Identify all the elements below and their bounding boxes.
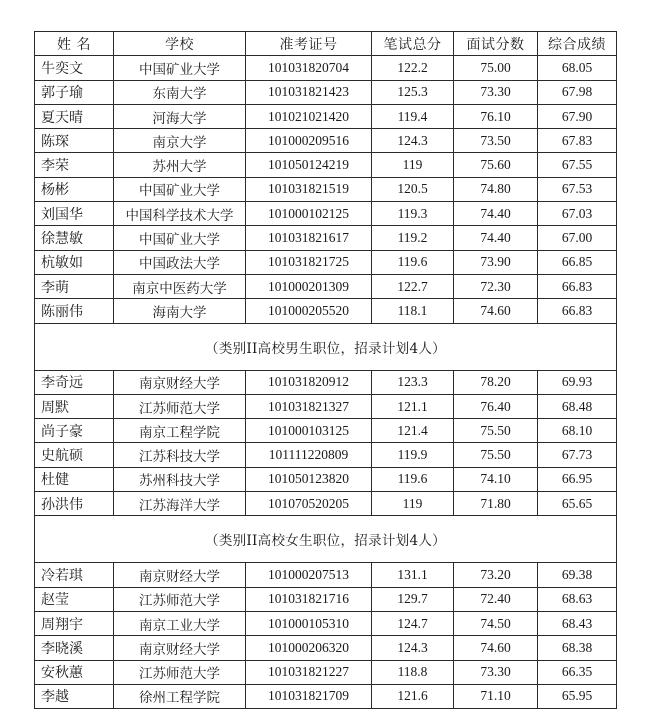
- table-row: [35, 274, 617, 298]
- candidate-interview-score: 74.80: [454, 177, 538, 201]
- candidate-interview-score: 71.10: [454, 684, 538, 708]
- candidate-interview-score: 76.10: [454, 104, 538, 128]
- candidate-school: 苏州科技大学: [114, 467, 246, 491]
- section-title-female: （类别II高校女生职位，招录计划4人）: [35, 516, 617, 563]
- candidate-exam-id: 101000103125: [246, 419, 372, 443]
- candidate-exam-id: 101070520205: [246, 492, 372, 516]
- candidate-exam-id: 101050124219: [246, 153, 372, 177]
- candidate-name: 李萌: [35, 274, 114, 298]
- candidate-name: 郭子瑜: [35, 80, 114, 104]
- candidate-interview-score: 74.60: [454, 636, 538, 660]
- candidate-school: 中国矿业大学: [114, 56, 246, 80]
- candidate-interview-score: 72.30: [454, 274, 538, 298]
- candidate-name: 李越: [35, 684, 114, 708]
- candidate-exam-id: 101031820912: [246, 370, 372, 394]
- candidate-interview-score: 73.20: [454, 563, 538, 587]
- candidate-school: 南京中医药大学: [114, 274, 246, 298]
- candidate-total-score: 68.10: [538, 419, 617, 443]
- candidate-name: 陈琛: [35, 129, 114, 153]
- candidate-total-score: 66.83: [538, 299, 617, 323]
- table-row: [35, 660, 617, 684]
- candidate-total-score: 68.63: [538, 587, 617, 611]
- table-row: [35, 370, 617, 394]
- candidate-total-score: 65.95: [538, 684, 617, 708]
- table-row: [35, 177, 617, 201]
- table-row: [35, 587, 617, 611]
- candidate-school: 南京大学: [114, 129, 246, 153]
- candidate-name: 徐慧敏: [35, 226, 114, 250]
- candidate-school: 中国科学技术大学: [114, 202, 246, 226]
- candidate-school: 江苏师范大学: [114, 394, 246, 418]
- candidate-name: 史航硕: [35, 443, 114, 467]
- candidate-written-score: 129.7: [372, 587, 454, 611]
- candidate-written-score: 119: [372, 153, 454, 177]
- section-title-male: （类别II高校男生职位，招录计划4人）: [35, 323, 617, 370]
- header-interview-score: 面试分数: [454, 32, 538, 56]
- candidate-exam-id: 101000206320: [246, 636, 372, 660]
- candidate-written-score: 123.3: [372, 370, 454, 394]
- candidate-exam-id: 101031821725: [246, 250, 372, 274]
- candidate-total-score: 67.98: [538, 80, 617, 104]
- candidate-exam-id: 101021021420: [246, 104, 372, 128]
- candidate-school: 河海大学: [114, 104, 246, 128]
- candidate-total-score: 68.05: [538, 56, 617, 80]
- candidate-total-score: 67.53: [538, 177, 617, 201]
- section-title-male-row: [35, 323, 617, 370]
- table-row: [35, 129, 617, 153]
- candidate-school: 南京工程学院: [114, 419, 246, 443]
- candidate-name: 杭敏如: [35, 250, 114, 274]
- table-row: [35, 226, 617, 250]
- candidate-name: 周默: [35, 394, 114, 418]
- candidate-interview-score: 75.50: [454, 443, 538, 467]
- candidate-name: 李晓溪: [35, 636, 114, 660]
- candidate-interview-score: 74.50: [454, 611, 538, 635]
- header-exam-id: 准考证号: [246, 32, 372, 56]
- candidate-school: 东南大学: [114, 80, 246, 104]
- candidate-exam-id: 101031821716: [246, 587, 372, 611]
- candidate-name: 李奇远: [35, 370, 114, 394]
- candidate-school: 江苏师范大学: [114, 587, 246, 611]
- candidate-interview-score: 74.40: [454, 226, 538, 250]
- candidate-school: 中国政法大学: [114, 250, 246, 274]
- candidate-interview-score: 74.10: [454, 467, 538, 491]
- candidate-interview-score: 73.50: [454, 129, 538, 153]
- candidate-school: 江苏科技大学: [114, 443, 246, 467]
- table-row: [35, 611, 617, 635]
- candidate-interview-score: 74.60: [454, 299, 538, 323]
- candidate-name: 刘国华: [35, 202, 114, 226]
- header-name: 姓 名: [35, 32, 114, 56]
- candidate-exam-id: 101031821709: [246, 684, 372, 708]
- candidate-exam-id: 101000205520: [246, 299, 372, 323]
- candidate-name: 冷若琪: [35, 563, 114, 587]
- candidate-name: 安秋蕙: [35, 660, 114, 684]
- candidate-name: 李荣: [35, 153, 114, 177]
- candidate-name: 孙洪伟: [35, 492, 114, 516]
- table-row: [35, 684, 617, 708]
- candidate-written-score: 120.5: [372, 177, 454, 201]
- table-row: [35, 443, 617, 467]
- candidate-exam-id: 101050123820: [246, 467, 372, 491]
- candidate-total-score: 67.83: [538, 129, 617, 153]
- candidate-exam-id: 101000207513: [246, 563, 372, 587]
- candidate-written-score: 122.2: [372, 56, 454, 80]
- candidate-written-score: 121.4: [372, 419, 454, 443]
- table-body: [35, 56, 617, 709]
- candidate-exam-id: 101111220809: [246, 443, 372, 467]
- candidate-written-score: 119.6: [372, 467, 454, 491]
- candidate-interview-score: 73.90: [454, 250, 538, 274]
- candidate-exam-id: 101000102125: [246, 202, 372, 226]
- candidate-written-score: 131.1: [372, 563, 454, 587]
- candidate-school: 南京财经大学: [114, 636, 246, 660]
- candidate-interview-score: 76.40: [454, 394, 538, 418]
- candidate-exam-id: 101031821519: [246, 177, 372, 201]
- candidate-written-score: 118.1: [372, 299, 454, 323]
- candidate-written-score: 124.3: [372, 129, 454, 153]
- candidate-written-score: 119: [372, 492, 454, 516]
- candidate-name: 周翔宇: [35, 611, 114, 635]
- header-school: 学校: [114, 32, 246, 56]
- table-row: [35, 104, 617, 128]
- candidate-total-score: 67.73: [538, 443, 617, 467]
- candidate-school: 南京财经大学: [114, 563, 246, 587]
- candidate-exam-id: 101031820704: [246, 56, 372, 80]
- candidate-total-score: 67.55: [538, 153, 617, 177]
- results-table: [34, 31, 617, 709]
- candidate-exam-id: 101031821423: [246, 80, 372, 104]
- candidate-exam-id: 101031821327: [246, 394, 372, 418]
- candidate-name: 赵莹: [35, 587, 114, 611]
- candidate-written-score: 119.9: [372, 443, 454, 467]
- candidate-name: 尚子豪: [35, 419, 114, 443]
- candidate-total-score: 68.43: [538, 611, 617, 635]
- header-row: [35, 32, 617, 56]
- candidate-interview-score: 75.60: [454, 153, 538, 177]
- candidate-written-score: 119.4: [372, 104, 454, 128]
- results-sheet: [34, 31, 616, 709]
- table-row: [35, 636, 617, 660]
- candidate-total-score: 67.00: [538, 226, 617, 250]
- table-row: [35, 250, 617, 274]
- candidate-written-score: 124.3: [372, 636, 454, 660]
- candidate-exam-id: 101000105310: [246, 611, 372, 635]
- candidate-written-score: 118.8: [372, 660, 454, 684]
- table-row: [35, 467, 617, 491]
- candidate-school: 苏州大学: [114, 153, 246, 177]
- candidate-interview-score: 73.30: [454, 80, 538, 104]
- candidate-exam-id: 101031821227: [246, 660, 372, 684]
- table-row: [35, 56, 617, 80]
- candidate-school: 南京工业大学: [114, 611, 246, 635]
- table-row: [35, 202, 617, 226]
- candidate-school: 南京财经大学: [114, 370, 246, 394]
- candidate-interview-score: 78.20: [454, 370, 538, 394]
- candidate-school: 江苏海洋大学: [114, 492, 246, 516]
- candidate-school: 海南大学: [114, 299, 246, 323]
- candidate-written-score: 119.2: [372, 226, 454, 250]
- candidate-written-score: 122.7: [372, 274, 454, 298]
- candidate-total-score: 69.38: [538, 563, 617, 587]
- table-row: [35, 563, 617, 587]
- candidate-interview-score: 74.40: [454, 202, 538, 226]
- candidate-school: 中国矿业大学: [114, 226, 246, 250]
- candidate-written-score: 125.3: [372, 80, 454, 104]
- table-row: [35, 80, 617, 104]
- candidate-total-score: 68.38: [538, 636, 617, 660]
- candidate-exam-id: 101000201309: [246, 274, 372, 298]
- candidate-total-score: 67.03: [538, 202, 617, 226]
- candidate-total-score: 69.93: [538, 370, 617, 394]
- candidate-school: 徐州工程学院: [114, 684, 246, 708]
- candidate-interview-score: 73.30: [454, 660, 538, 684]
- candidate-written-score: 119.3: [372, 202, 454, 226]
- candidate-total-score: 68.48: [538, 394, 617, 418]
- candidate-total-score: 66.85: [538, 250, 617, 274]
- candidate-total-score: 65.65: [538, 492, 617, 516]
- candidate-exam-id: 101031821617: [246, 226, 372, 250]
- candidate-written-score: 124.7: [372, 611, 454, 635]
- candidate-name: 陈丽伟: [35, 299, 114, 323]
- candidate-interview-score: 75.00: [454, 56, 538, 80]
- section-title-female-row: [35, 516, 617, 563]
- candidate-exam-id: 101000209516: [246, 129, 372, 153]
- candidate-interview-score: 72.40: [454, 587, 538, 611]
- table-row: [35, 153, 617, 177]
- table-row: [35, 492, 617, 516]
- candidate-name: 杜健: [35, 467, 114, 491]
- table-row: [35, 299, 617, 323]
- candidate-written-score: 121.6: [372, 684, 454, 708]
- table-row: [35, 419, 617, 443]
- candidate-total-score: 66.83: [538, 274, 617, 298]
- candidate-school: 江苏师范大学: [114, 660, 246, 684]
- candidate-interview-score: 75.50: [454, 419, 538, 443]
- candidate-name: 夏天晴: [35, 104, 114, 128]
- candidate-name: 杨彬: [35, 177, 114, 201]
- candidate-total-score: 67.90: [538, 104, 617, 128]
- candidate-written-score: 119.6: [372, 250, 454, 274]
- header-total-score: 综合成绩: [538, 32, 617, 56]
- candidate-name: 牛奕文: [35, 56, 114, 80]
- table-row: [35, 394, 617, 418]
- candidate-total-score: 66.35: [538, 660, 617, 684]
- candidate-total-score: 66.95: [538, 467, 617, 491]
- candidate-school: 中国矿业大学: [114, 177, 246, 201]
- header-written-score: 笔试总分: [372, 32, 454, 56]
- candidate-interview-score: 71.80: [454, 492, 538, 516]
- candidate-written-score: 121.1: [372, 394, 454, 418]
